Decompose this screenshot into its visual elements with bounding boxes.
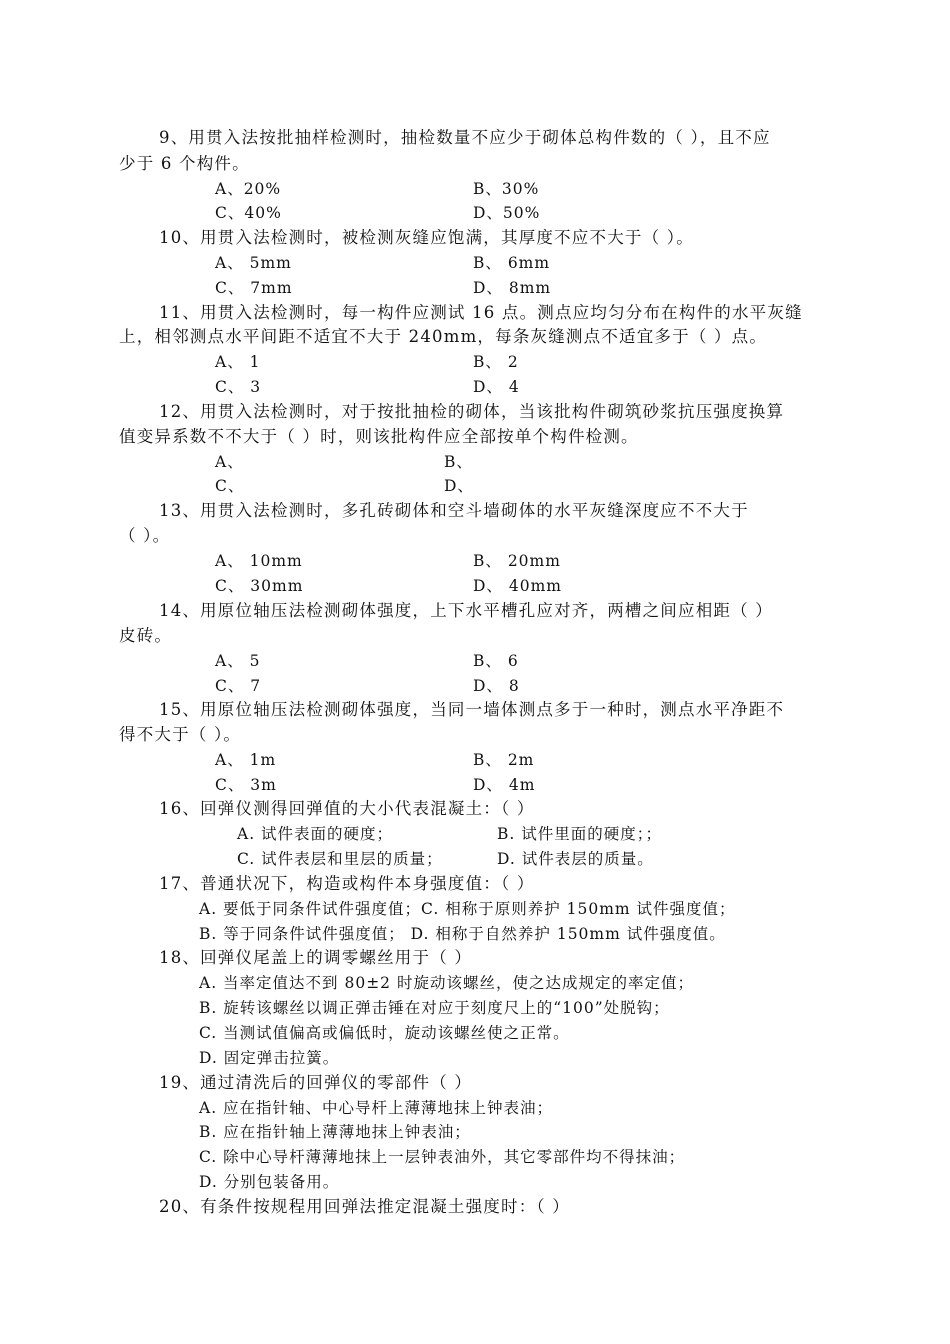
question-13-option-a: A、 10mm bbox=[215, 552, 303, 570]
question-19-text: 19、通过清洗后的回弹仪的零部件（ ） bbox=[159, 1073, 473, 1092]
question-15-text-cont: 得不大于（ ）。 bbox=[119, 725, 242, 744]
question-11-option-b: B、 2 bbox=[473, 353, 519, 371]
question-14-option-c: C、 7 bbox=[215, 677, 262, 695]
question-18-option-d: D. 固定弹击拉簧。 bbox=[199, 1049, 340, 1067]
question-14-option-d: D、 8 bbox=[473, 677, 520, 695]
question-9-option-b: B、30% bbox=[473, 180, 540, 198]
question-18-option-c: C. 当测试值偏高或偏低时，旋动该螺丝使之正常。 bbox=[199, 1024, 570, 1042]
question-17-options-a-c: A. 要低于同条件试件强度值；C. 相称于原则养护 150mm 试件强度值； bbox=[199, 900, 736, 918]
question-9-option-c: C、40% bbox=[215, 204, 282, 222]
question-15-option-a: A、 1m bbox=[215, 751, 277, 769]
question-12-option-b: B、 bbox=[444, 453, 473, 471]
question-16-option-c: C. 试件表层和里层的质量； bbox=[237, 850, 443, 868]
question-11-option-c: C、 3 bbox=[215, 378, 262, 396]
question-11-option-d: D、 4 bbox=[473, 378, 520, 396]
question-15-option-d: D、 4m bbox=[473, 776, 536, 794]
question-14-option-b: B、 6 bbox=[473, 652, 519, 670]
question-13-text-cont: （ ）。 bbox=[119, 526, 171, 545]
question-18-option-b: B. 旋转该螺丝以调正弹击锤在对应于刻度尺上的“100”处脱钩； bbox=[199, 999, 670, 1017]
question-9-option-a: A、20% bbox=[215, 180, 282, 198]
question-13-option-d: D、 40mm bbox=[473, 577, 562, 595]
question-16-option-a: A. 试件表面的硬度； bbox=[237, 825, 394, 843]
question-12-text: 12、用贯入法检测时，对于按批抽检的砌体，当该批构件砌筑砂浆抗压强度换算 bbox=[159, 402, 785, 421]
question-16-text: 16、回弹仪测得回弹值的大小代表混凝土：（ ） bbox=[159, 799, 535, 818]
question-10-option-c: C、 7mm bbox=[215, 279, 293, 297]
question-11-text-cont: 上，相邻测点水平间距不适宜不大于 240mm，每条灰缝测点不适宜多于（ ）点。 bbox=[119, 327, 768, 346]
question-20-text: 20、有条件按规程用回弹法推定混凝土强度时：（ ） bbox=[159, 1197, 570, 1216]
question-17-text: 17、普通状况下，构造或构件本身强度值：（ ） bbox=[159, 874, 535, 893]
question-10-option-a: A、 5mm bbox=[215, 254, 292, 272]
question-13-option-b: B、 20mm bbox=[473, 552, 561, 570]
question-15-option-b: B、 2m bbox=[473, 751, 535, 769]
question-13-option-c: C、 30mm bbox=[215, 577, 304, 595]
question-15-option-c: C、 3m bbox=[215, 776, 277, 794]
question-14-text: 14、用原位轴压法检测砌体强度，上下水平槽孔应对齐，两槽之间应相距（ ） bbox=[159, 601, 773, 620]
question-12-option-d: D、 bbox=[444, 477, 474, 495]
question-12-option-c: C、 bbox=[215, 477, 245, 495]
question-11-option-a: A、 1 bbox=[215, 353, 261, 371]
question-14-option-a: A、 5 bbox=[215, 652, 261, 670]
question-14-text-cont: 皮砖。 bbox=[119, 626, 173, 645]
question-19-option-c: C. 除中心导杆薄薄地抹上一层钟表油外，其它零部件均不得抹油； bbox=[199, 1148, 686, 1166]
question-12-text-cont: 值变异系数不不大于（ ）时，则该批构件应全部按单个构件检测。 bbox=[119, 427, 639, 446]
question-13-text: 13、用贯入法检测时，多孔砖砌体和空斗墙砌体的水平灰缝深度应不不大于 bbox=[159, 501, 749, 520]
question-11-text: 11、用贯入法检测时，每一构件应测试 16 点。测点应均匀分布在构件的水平灰缝 bbox=[159, 303, 803, 322]
question-9-option-d: D、50% bbox=[473, 204, 541, 222]
question-9-text: 9、用贯入法按批抽样检测时，抽检数量不应少于砌体总构件数的（ ），且不应 bbox=[159, 128, 771, 147]
question-19-option-a: A. 应在指针轴、中心导杆上薄薄地抹上钟表油； bbox=[199, 1099, 554, 1117]
question-12-option-a: A、 bbox=[215, 453, 244, 471]
question-18-text: 18、回弹仪尾盖上的调零螺丝用于（ ） bbox=[159, 948, 473, 967]
question-19-option-b: B. 应在指针轴上薄薄地抹上钟表油； bbox=[199, 1123, 471, 1141]
question-17-options-b-d: B. 等于同条件试件强度值； D. 相称于自然养护 150mm 试件强度值。 bbox=[199, 925, 726, 943]
question-19-option-d: D. 分别包装备用。 bbox=[199, 1173, 340, 1191]
question-15-text: 15、用原位轴压法检测砌体强度，当同一墙体测点多于一种时，测点水平净距不 bbox=[159, 700, 785, 719]
question-16-option-b: B. 试件里面的硬度；； bbox=[497, 825, 662, 843]
question-10-text: 10、用贯入法检测时，被检测灰缝应饱满，其厚度不应不大于（ ）。 bbox=[159, 228, 694, 247]
question-16-option-d: D. 试件表层的质量。 bbox=[497, 850, 654, 868]
question-18-option-a: A. 当率定值达不到 80±2 时旋动该螺丝，使之达成规定的率定值； bbox=[199, 974, 694, 992]
question-10-option-b: B、 6mm bbox=[473, 254, 551, 272]
question-10-option-d: D、 8mm bbox=[473, 279, 552, 297]
question-9-text-cont: 少于 6 个构件。 bbox=[119, 154, 250, 173]
